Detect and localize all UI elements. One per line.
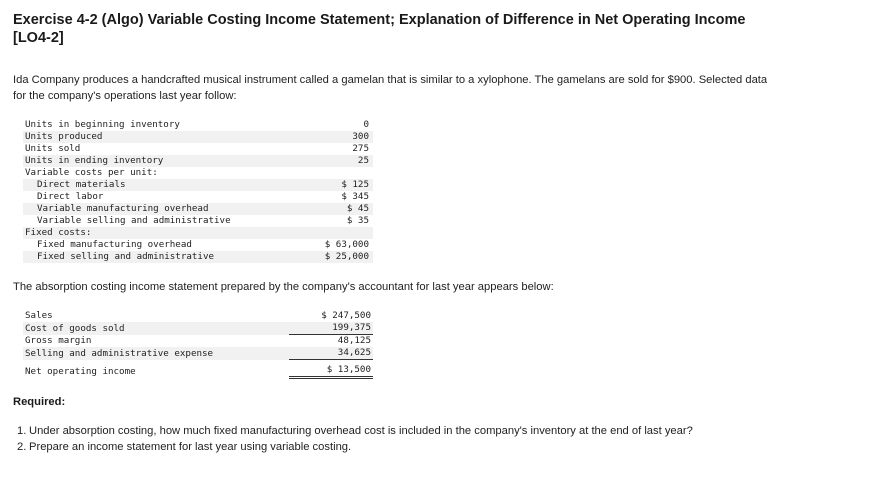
list-item — [13, 440, 773, 455]
table-row — [23, 167, 373, 179]
row-label: Gross margin — [25, 335, 92, 346]
row-value — [297, 227, 373, 239]
table-row — [23, 251, 373, 263]
table-row — [23, 143, 373, 155]
item-number: 2. — [17, 441, 27, 453]
absorption-intro-paragraph: The absorption costing income statement prepared by the company's accountant for last year appears below: — [13, 281, 554, 293]
table-row — [23, 179, 373, 191]
table-row — [23, 215, 373, 227]
table-row — [23, 322, 373, 335]
row-label: Direct labor — [37, 191, 104, 202]
row-label: Variable manufacturing overhead — [23, 203, 297, 215]
item-text: Prepare an income statement for last year using variable costing. — [29, 441, 352, 453]
table-row — [23, 335, 373, 347]
row-label: Fixed manufacturing overhead — [37, 239, 192, 250]
row-label: Sales — [25, 310, 53, 321]
table-row — [23, 347, 373, 360]
table-row — [23, 239, 373, 251]
table-row — [23, 155, 373, 167]
row-value: $ 345 — [341, 191, 369, 202]
row-value: $ 45 — [297, 203, 373, 215]
row-value: 199,375 — [289, 322, 373, 335]
required-heading: Required: — [13, 396, 66, 408]
operations-data-table — [23, 119, 373, 263]
intro-paragraph: Ida Company produces a handcrafted musical instrument called a gamelan that is similar to a xylophone. The gamelans are sold for $900. Selected data for the company's operations last year follow: — [13, 74, 768, 102]
row-value: $ 63,000 — [324, 239, 369, 250]
table-row — [23, 203, 373, 215]
table-row — [23, 119, 373, 131]
row-value: 275 — [352, 143, 369, 154]
row-label: Net operating income — [25, 365, 136, 377]
row-label: Direct materials — [23, 179, 297, 191]
row-value: 34,625 — [289, 347, 373, 360]
row-label: Cost of goods sold — [23, 322, 288, 335]
row-label: Units produced — [23, 131, 297, 143]
row-value: 300 — [297, 131, 373, 143]
absorption-income-statement — [23, 310, 373, 379]
row-label: Units sold — [25, 143, 81, 154]
table-row — [23, 227, 373, 239]
row-value: 25 — [297, 155, 373, 167]
row-value: $ 247,500 — [321, 310, 371, 321]
row-label: Units in ending inventory — [23, 155, 297, 167]
row-label: Selling and administrative expense — [23, 347, 288, 360]
row-value: $ 125 — [297, 179, 373, 191]
table-row — [23, 191, 373, 203]
row-value: 48,125 — [337, 335, 371, 346]
row-label: Fixed selling and administrative — [23, 251, 297, 263]
item-number: 1. — [17, 425, 27, 437]
table-row — [23, 360, 373, 379]
item-text: Under absorption costing, how much fixed manufacturing overhead cost is included in the company's inventory at the end of last year? — [29, 425, 693, 437]
row-label: Fixed costs: — [23, 227, 297, 239]
exercise-title: Exercise 4-2 (Algo) Variable Costing Income Statement; Explanation of Difference in Net Operating Income [LO4-2] — [13, 12, 746, 46]
row-value: $ 35 — [346, 215, 369, 226]
list-item — [13, 424, 773, 439]
row-value — [297, 167, 373, 179]
table-row — [23, 310, 373, 322]
row-value: 0 — [363, 119, 369, 130]
row-value: $ 25,000 — [297, 251, 373, 263]
row-value: $ 13,500 — [289, 364, 373, 379]
table-row — [23, 131, 373, 143]
row-label: Variable costs per unit: — [25, 167, 158, 178]
row-label: Units in beginning inventory — [25, 119, 180, 130]
requirements-list — [13, 424, 773, 456]
row-label: Variable selling and administrative — [37, 215, 231, 226]
